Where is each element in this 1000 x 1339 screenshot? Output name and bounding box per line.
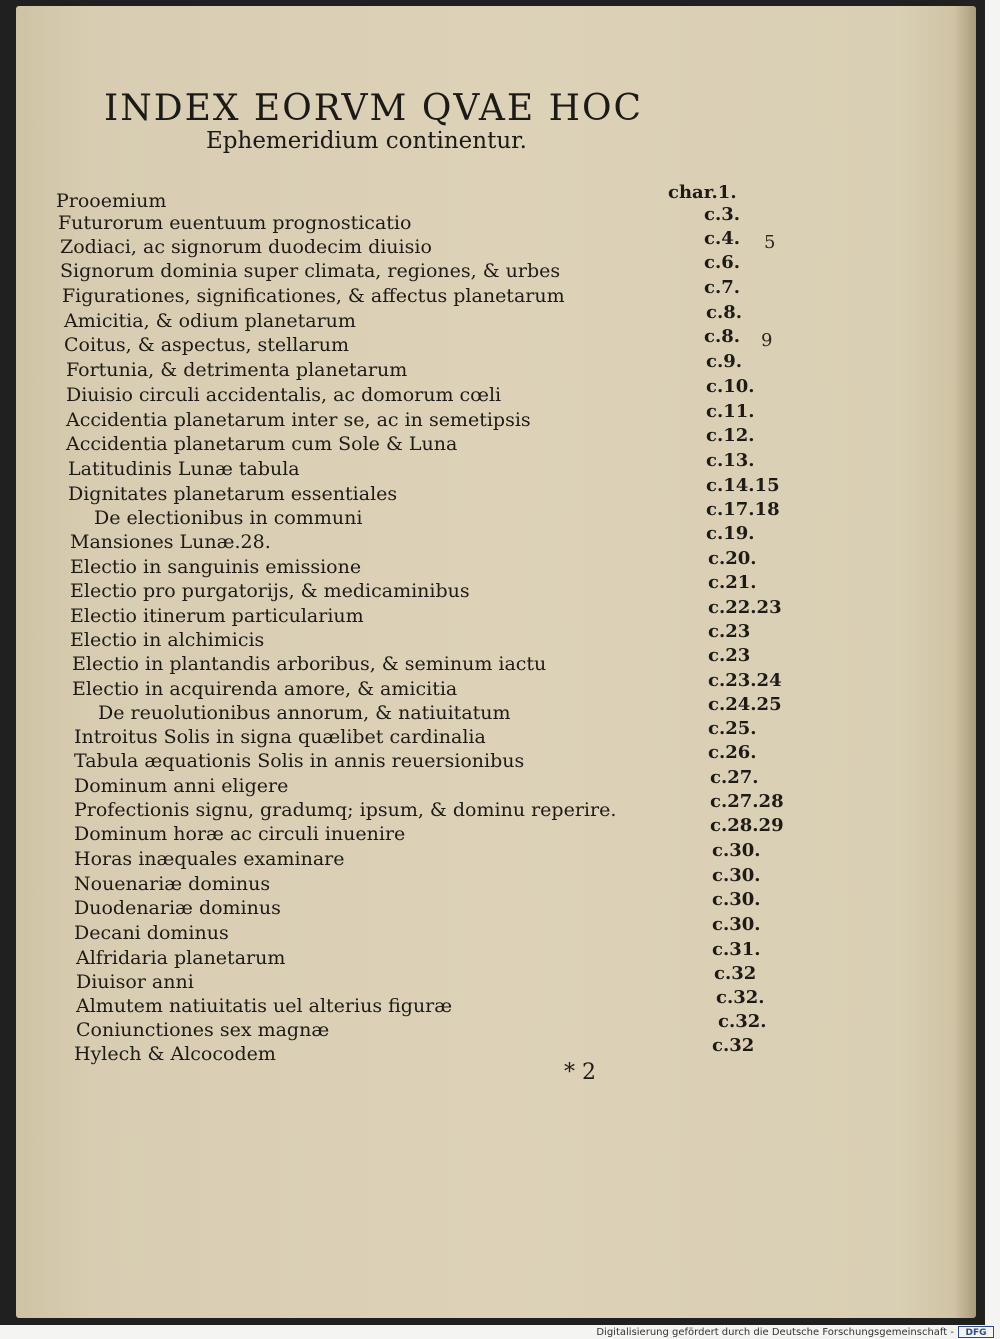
index-entry-text: Signorum dominia super climata, regiones, & urbes <box>60 260 561 282</box>
index-entry-text: Mansiones Lunæ.28. <box>70 531 271 553</box>
index-entry-ref: c.7. <box>704 277 741 298</box>
index-entry-text: De electionibus in communi <box>94 507 363 529</box>
index-entry-ref: char.1. <box>668 182 737 203</box>
index-entry-ref: c.23 <box>708 645 751 666</box>
index-entry-ref: c.30. <box>712 865 761 886</box>
index-entry-ref: c.23.24 <box>708 670 782 691</box>
footer-credit: Digitalisierung gefördert durch die Deutsche Forschungsgemeinschaft - <box>596 1327 954 1338</box>
index-entry-ref: c.26. <box>708 742 757 763</box>
index-entry-ref: c.12. <box>706 425 755 446</box>
index-entry-ref: c.13. <box>706 450 755 471</box>
index-subtitle: Ephemeridium continentur. <box>206 128 527 154</box>
index-entry-text: Profectionis signu, gradumq; ipsum, & dominu reperire. <box>74 799 617 821</box>
index-entry-ref: c.32 <box>714 963 757 984</box>
index-entry-text: Coitus, & aspectus, stellarum <box>64 334 349 356</box>
index-entry-ref: c.24.25 <box>708 694 782 715</box>
index-entry-ref: c.30. <box>712 840 761 861</box>
index-entry-text: Duodenariæ dominus <box>74 897 281 919</box>
index-entry-text: Alfridaria planetarum <box>76 947 286 969</box>
index-entry-ref: c.21. <box>708 572 757 593</box>
index-entry-ref: c.30. <box>712 914 761 935</box>
index-entry-text: Diuisio circuli accidentalis, ac domorum cœli <box>66 384 502 406</box>
index-entry-text: Electio in acquirenda amore, & amicitia <box>72 678 458 700</box>
index-entry-text: Amicitia, & odium planetarum <box>64 310 356 332</box>
index-entry-ref: c.6. <box>704 252 741 273</box>
index-entry-ref: c.14.15 <box>706 475 780 496</box>
index-entry-text: Electio in sanguinis emissione <box>70 556 362 578</box>
index-entry-ref: c.28.29 <box>710 815 784 836</box>
page-edge-shadow <box>954 6 976 1318</box>
index-entry-text: Latitudinis Lunæ tabula <box>68 458 300 480</box>
index-entry-ref: c.10. <box>706 376 755 397</box>
footer-bar <box>0 1325 1000 1339</box>
index-entry-text: De reuolutionibus annorum, & natiuitatum <box>98 702 511 724</box>
index-entry-ref: c.11. <box>706 401 755 422</box>
index-entry-ref: c.8. <box>706 302 743 323</box>
index-entry-ref: c.27. <box>710 767 759 788</box>
index-entry-text: Figurationes, significationes, & affectus planetarum <box>62 285 565 307</box>
index-entry-text: Fortunia, & detrimenta planetarum <box>66 359 408 381</box>
index-entry-ref: c.32. <box>718 1011 767 1032</box>
index-entry-text: Coniunctiones sex magnæ <box>76 1019 330 1041</box>
margin-note: 5 <box>764 232 776 253</box>
index-entry-text: Electio in plantandis arboribus, & seminum iactu <box>72 653 547 675</box>
index-entry-text: Hylech & Alcocodem <box>74 1043 276 1065</box>
index-entry-ref: c.22.23 <box>708 597 782 618</box>
index-entry-text: Tabula æquationis Solis in annis reuersionibus <box>74 750 525 772</box>
index-entry-text: Electio in alchimicis <box>70 629 265 651</box>
index-entry-text: Dignitates planetarum essentiales <box>68 483 398 505</box>
margin-note: 9 <box>761 330 773 351</box>
index-entry-text: Introitus Solis in signa quælibet cardinalia <box>74 726 486 748</box>
index-entry-text: Almutem natiuitatis uel alterius figuræ <box>76 995 453 1017</box>
index-entry-ref: c.9. <box>706 351 743 372</box>
index-entry-text: Dominum anni eligere <box>74 775 289 797</box>
index-entry-text: Electio pro purgatorijs, & medicaminibus <box>70 580 470 602</box>
index-entry-ref: c.27.28 <box>710 791 784 812</box>
index-entry-ref: c.25. <box>708 718 757 739</box>
index-entry-ref: c.3. <box>704 204 741 225</box>
index-entry-text: Horas inæquales examinare <box>74 848 345 870</box>
index-entry-ref: c.8. <box>704 326 741 347</box>
index-entry-ref: c.20. <box>708 548 757 569</box>
signature-mark: * 2 <box>564 1060 596 1085</box>
index-entry-text: Diuisor anni <box>76 971 194 993</box>
index-entry-text: Accidentia planetarum inter se, ac in semetipsis <box>66 409 531 431</box>
index-entry-text: Futurorum euentuum prognosticatio <box>58 212 412 234</box>
dfg-logo: DFG <box>958 1326 994 1338</box>
index-entry-text: Dominum horæ ac circuli inuenire <box>74 823 406 845</box>
index-entry-ref: c.19. <box>706 523 755 544</box>
index-entry-text: Accidentia planetarum cum Sole & Luna <box>66 433 458 455</box>
index-entry-ref: c.23 <box>708 621 751 642</box>
index-entry-ref: c.17.18 <box>706 499 780 520</box>
index-entry-ref: c.32. <box>716 987 765 1008</box>
index-entry-ref: c.4. <box>704 228 741 249</box>
index-entry-text: Decani dominus <box>74 922 229 944</box>
index-entry-text: Zodiaci, ac signorum duodecim diuisio <box>60 236 432 258</box>
index-entry-text: Electio itinerum particularium <box>70 605 364 627</box>
index-title: INDEX EORVM QVAE HOC <box>104 88 644 129</box>
index-entry-ref: c.30. <box>712 889 761 910</box>
index-entry-text: Nouenariæ dominus <box>74 873 271 895</box>
index-entry-ref: c.32 <box>712 1035 755 1056</box>
index-entry-ref: c.31. <box>712 939 761 960</box>
index-entry-text: Prooemium <box>56 190 167 212</box>
